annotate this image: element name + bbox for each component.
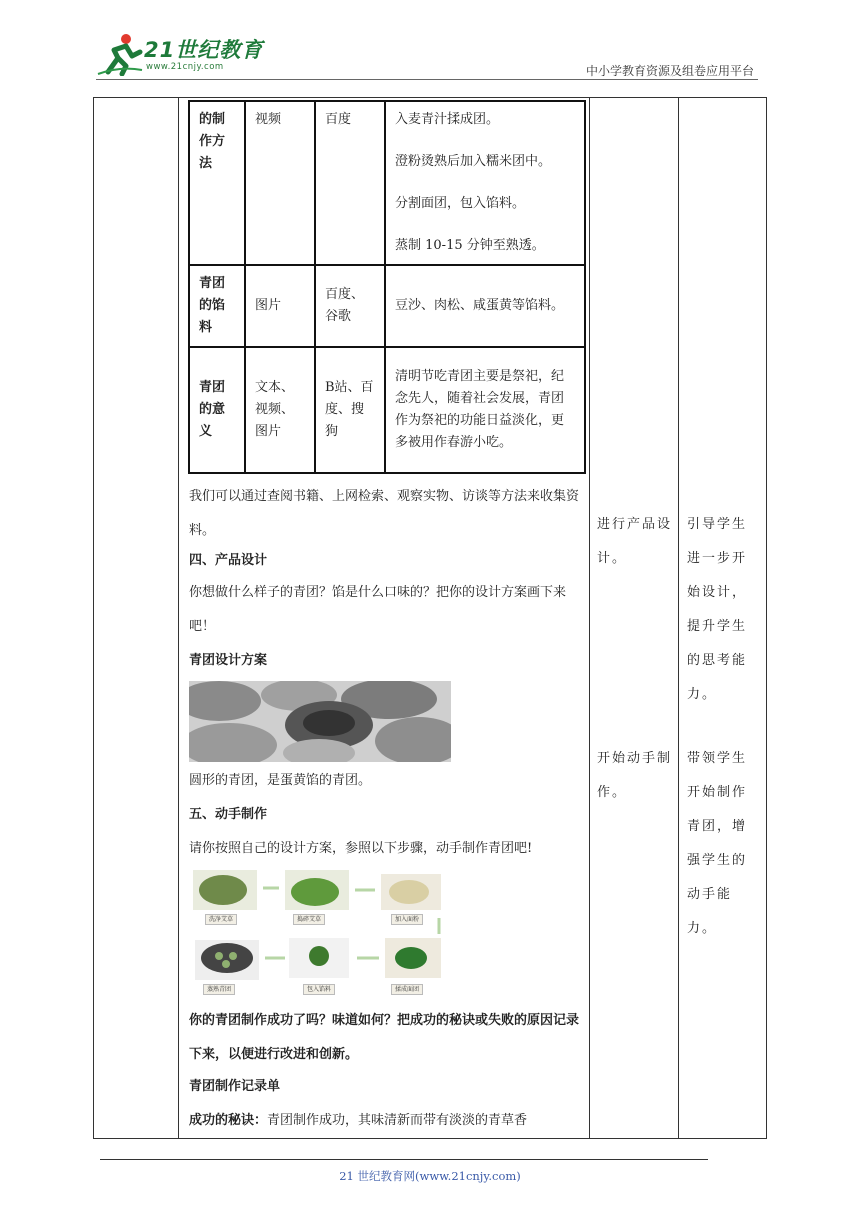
type-cell: 视频 (245, 101, 315, 265)
section-text: 请你按照自己的设计方案，参照以下步骤，动手制作青团吧! (189, 841, 533, 856)
footer-rule (100, 1159, 708, 1160)
header-tagline: 中小学教育资源及组卷应用平台 (585, 64, 754, 78)
design-title: 青团设计方案 (189, 653, 268, 668)
column-divider (678, 98, 679, 1138)
column-divider (178, 98, 179, 1138)
reflect-text: 你的青团制作成功了吗？味道如何？把成功的秘诀或失败的原因记录下来，以便进行改进和创新。 (189, 1013, 580, 1062)
step-label: 蒸熟青团 (203, 984, 235, 995)
content-cell: 豆沙、肉松、咸蛋黄等馅料。 (385, 265, 585, 347)
section-text: 你想做什么样子的青团？馅是什么口味的？把你的设计方案画下来吧！ (189, 585, 567, 634)
page-header (96, 32, 758, 80)
design-intent-design: 引导学生进一步开始设计，提升学生的思考能力。 (687, 517, 748, 702)
step-label: 包入馅料 (303, 984, 335, 995)
source-cell: 百度、谷歌 (315, 265, 385, 347)
section-title: 五、动手制作 (189, 807, 268, 822)
runner-icon (96, 32, 144, 76)
content-line: 分割面团，包入馅料。 (395, 196, 526, 211)
record-title: 青团制作记录单 (189, 1079, 281, 1094)
resource-table (188, 100, 586, 474)
student-activity-make: 开始动手制作。 (597, 751, 673, 800)
column-divider (589, 98, 590, 1138)
student-activity-design: 进行产品设计。 (597, 517, 673, 566)
logo-text: 21世纪教育 (144, 38, 264, 62)
table-row (189, 347, 585, 473)
step-label: 捣碎艾草 (293, 914, 325, 925)
type-cell: 文本、视频、图片 (245, 347, 315, 473)
table-row (189, 265, 585, 347)
step-label: 揉成面团 (391, 984, 423, 995)
success-text: 青团制作成功，其味清新而带有淡淡的青草香 (267, 1113, 528, 1128)
design-intent-make: 带领学生开始制作青团，增强学生的动手能力。 (687, 751, 748, 936)
type-cell: 图片 (245, 265, 315, 347)
qingtuan-image (189, 681, 451, 762)
content-cell: 清明节吃青团主要是祭祀，纪念先人，随着社会发展，青团作为祭祀的功能日益淡化，更多被用作春游小吃。 (385, 347, 585, 473)
site-logo[interactable] (96, 32, 266, 76)
table-row (189, 101, 585, 265)
content-line: 蒸制 10-15 分钟至熟透。 (395, 238, 545, 253)
logo-url: www.21cnjy.com (146, 62, 224, 72)
section-title: 四、产品设计 (189, 553, 268, 568)
topic-cell: 青团的馅料 (189, 265, 245, 347)
source-cell: 百度 (315, 101, 385, 265)
steps-graphic (189, 868, 445, 1000)
topic-cell: 的制作方法 (189, 101, 245, 265)
lesson-table (93, 97, 767, 1139)
steps-illustration (189, 868, 445, 1000)
page-footer[interactable]: 21 世纪教育网(www.21cnjy.com) (339, 1169, 521, 1183)
success-label: 成功的秘诀： (189, 1113, 268, 1128)
header-rule (96, 79, 758, 80)
collect-text: 我们可以通过查阅书籍、上网检索、观察实物、访谈等方法来收集资料。 (189, 489, 580, 538)
content-line: 入麦青汁揉成团。 (395, 112, 500, 127)
success-line (189, 1110, 585, 1132)
step-label: 加入面粉 (391, 914, 423, 925)
topic-cell: 青团的意义 (189, 347, 245, 473)
design-caption: 圆形的青团，是蛋黄馅的青团。 (189, 773, 372, 788)
source-cell: B站、百度、搜狗 (315, 347, 385, 473)
content-cell (385, 101, 585, 265)
step-label: 洗净艾草 (205, 914, 237, 925)
content-line: 澄粉烫熟后加入糯米团中。 (395, 154, 552, 169)
qingtuan-photo (189, 681, 451, 762)
